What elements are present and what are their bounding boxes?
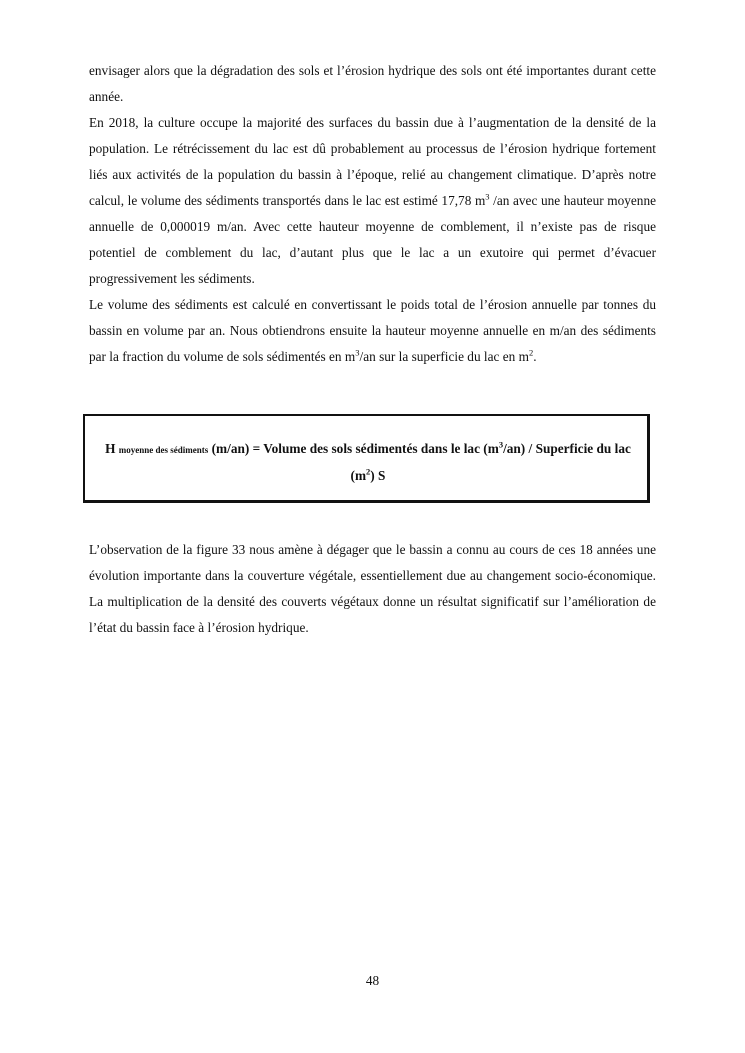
paragraph-2-superscript: 3 [485, 191, 490, 202]
page-number: 48 [365, 973, 380, 988]
paragraph-3-text-a: Le volume des sédiments est calculé en convertissant le poids total de l’érosion annuelle par tonnes du bassin en volume par an. Nous obtiendrons ensuite la hauteur moyenne annuelle en m/an des sédiments par la fraction du volume de sols sédimentés en m [89, 297, 656, 364]
formula-superscript-1: 3 [498, 439, 504, 450]
body-text-top [89, 58, 656, 370]
formula-h: H [105, 441, 116, 456]
paragraph-2-text-a: En 2018, la culture occupe la majorité des surfaces du bassin due à l’augmentation de la densité de la population. Le rétrécissement du lac est dû probablement au processus de l’érosion hydrique fortement liés aux activités de la population du bassin à l’époque, relié au changement climatique. D’après notre calcul, le volume des sédiments transportés dans le lac est estimé 17,78 m [89, 115, 656, 208]
formula-superscript-2: 2 [366, 466, 371, 477]
formula-subscript: moyenne des sédiments [118, 445, 209, 455]
body-text-bottom [89, 537, 656, 641]
paragraph-3-text-c: . [533, 349, 537, 364]
formula-part-1: (m/an) = Volume des sols sédimentés dans le lac (m [208, 441, 499, 456]
formula-part-3: ) S [370, 468, 386, 483]
paragraph-3-text-b: /an sur la superficie du lac en m [359, 349, 529, 364]
paragraph-2-text-b: /an avec une hauteur moyenne annuelle de 0,000019 m/an. Avec cette hauteur moyenne de comblement, il n’existe pas de risque potentiel de comblement du lac, d’autant plus que le lac a un exutoire qui permet d’évacuer progressivement les sédiments. [89, 193, 656, 286]
formula-text [95, 436, 641, 489]
paragraph-3-superscript-1: 3 [355, 347, 360, 358]
paragraph-1: envisager alors que la dégradation des sols et l’érosion hydrique des sols ont été importantes durant cette année. [89, 63, 656, 104]
paragraph-2 [89, 110, 656, 292]
paragraph-3-superscript-2: 2 [528, 347, 534, 358]
paragraph-4: L’observation de la figure 33 nous amène à dégager que le bassin a connu au cours de ces 18 années une évolution importante dans la couverture végétale, essentiellement due au changement socio-économique. La multiplication de la densité des couverts végétaux donne un résultat significatif sur l’amélioration de l’état du bassin face à l’érosion hydrique. [89, 542, 656, 635]
formula-part-2: /an) / Superficie du lac (m [350, 441, 631, 483]
formula-box [83, 414, 650, 503]
paragraph-3 [89, 292, 656, 370]
